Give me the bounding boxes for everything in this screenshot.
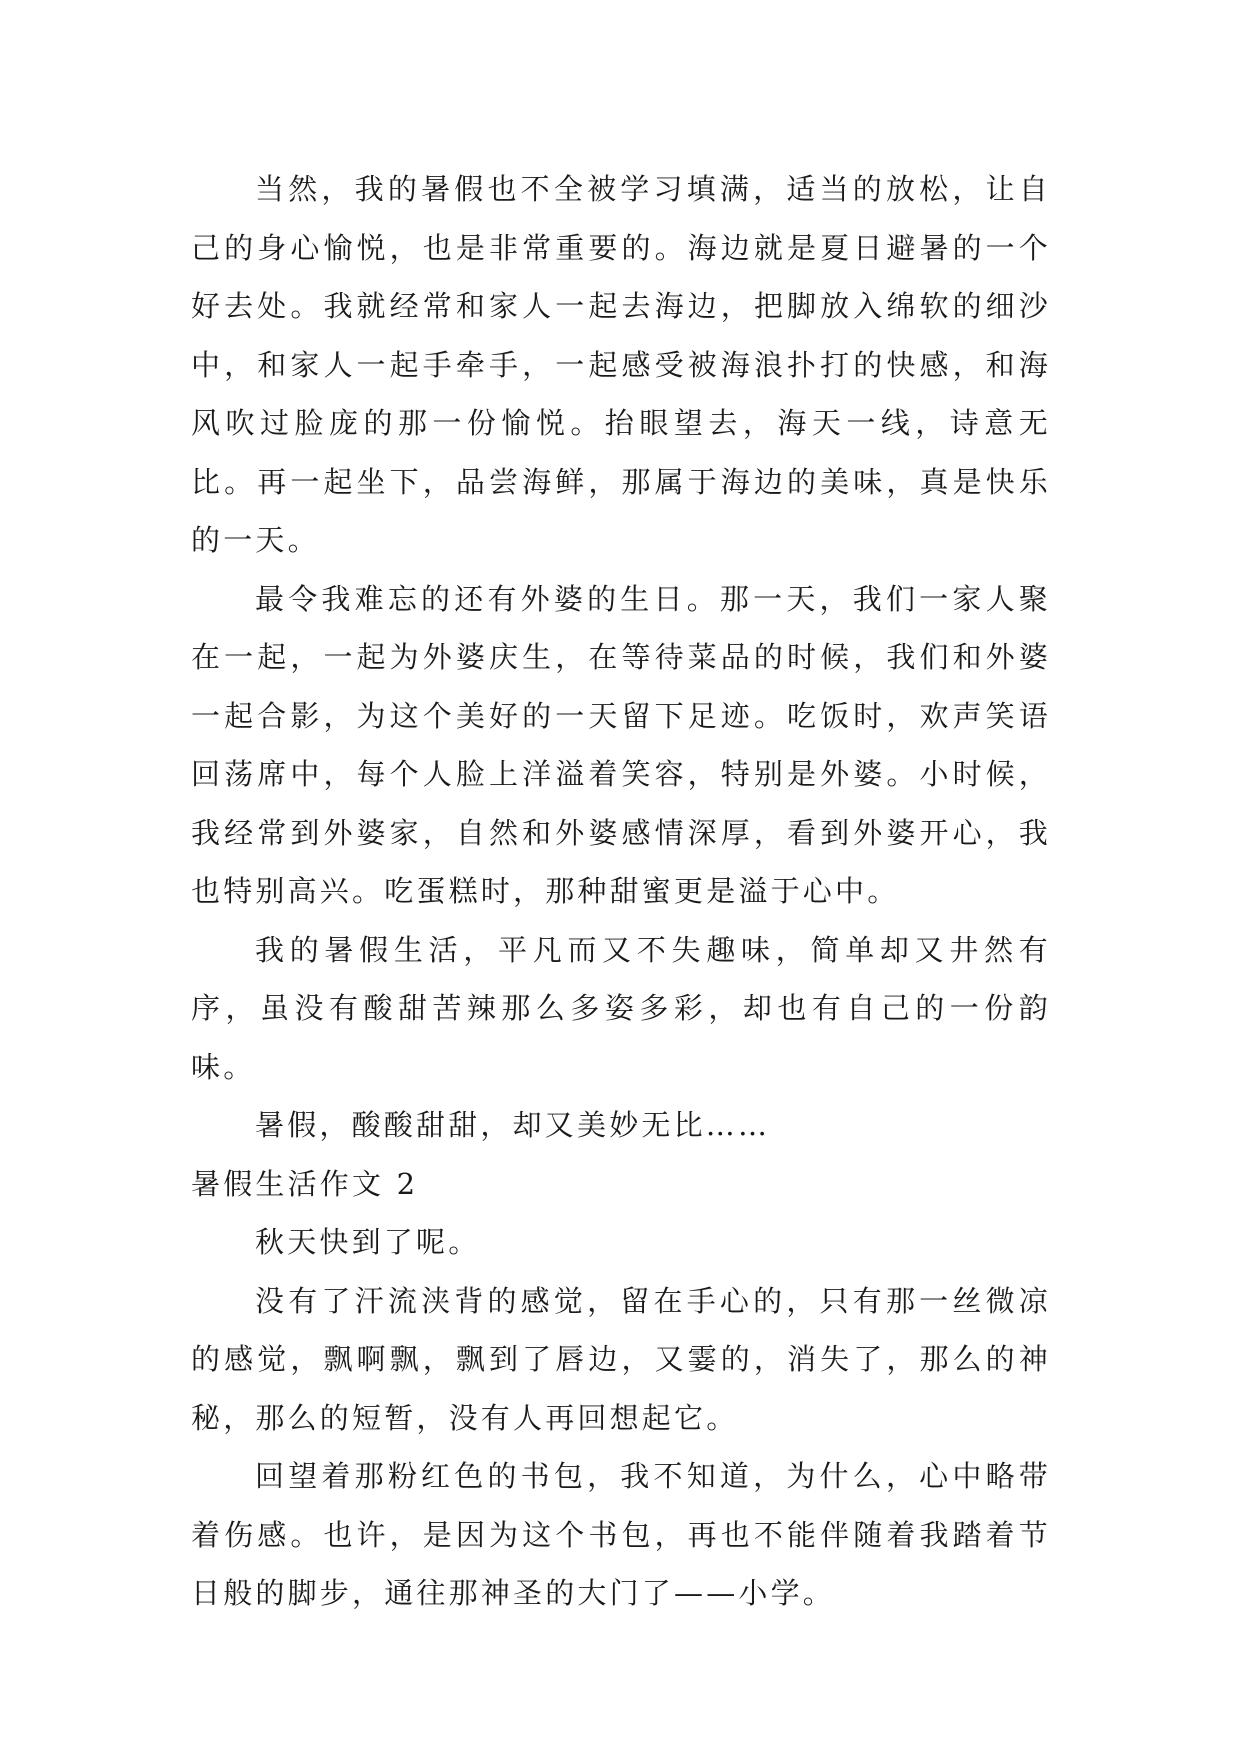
paragraph-summary: 我的暑假生活，平凡而又不失趣味，简单却又井然有序，虽没有酸甜苦辣那么多姿多彩，却也有自己的一份韵味。 — [191, 932, 1051, 1084]
section-heading: 暑假生活作文 2 — [191, 1166, 419, 1201]
paragraph-cool-feeling: 没有了汗流浃背的感觉，留在手心的，只有那一丝微凉的感觉，飘啊飘，飘到了唇边，又霎的，消失了，那么的神秘，那么的短暂，没有人再回想起它。 — [191, 1283, 1051, 1435]
paragraph-closing: 暑假，酸酸甜甜，却又美妙无比…… — [255, 1108, 771, 1142]
document-body — [191, 160, 1051, 1623]
paragraph-autumn: 秋天快到了呢。 — [255, 1225, 481, 1259]
paragraph-schoolbag: 回望着那粉红色的书包，我不知道，为什么，心中略带着伤感。也许，是因为这个书包，再也不能伴随着我踏着节日般的脚步，通往那神圣的大门了——小学。 — [191, 1459, 1051, 1610]
paragraph-grandma-birthday: 最令我难忘的还有外婆的生日。那一天，我们一家人聚在一起，一起为外婆庆生，在等待菜品的时候，我们和外婆一起合影，为这个美好的一天留下足迹。吃饭时，欢声笑语回荡席中，每个人脸上洋溢着笑容，特别是外婆。小时候，我经常到外婆家，自然和外婆感情深厚，看到外婆开心，我也特别高兴。吃蛋糕时，那种甜蜜更是溢于心中。 — [191, 581, 1051, 908]
paragraph-seaside: 当然，我的暑假也不全被学习填满，适当的放松，让自己的身心愉悦，也是非常重要的。海边就是夏日避暑的一个好去处。我就经常和家人一起去海边，把脚放入绵软的细沙中，和家人一起手牵手，一起感受被海浪扑打的快感，和海风吹过脸庞的那一份愉悦。抬眼望去，海天一线，诗意无比。再一起坐下，品尝海鲜，那属于海边的美味，真是快乐的一天。 — [191, 172, 1051, 557]
